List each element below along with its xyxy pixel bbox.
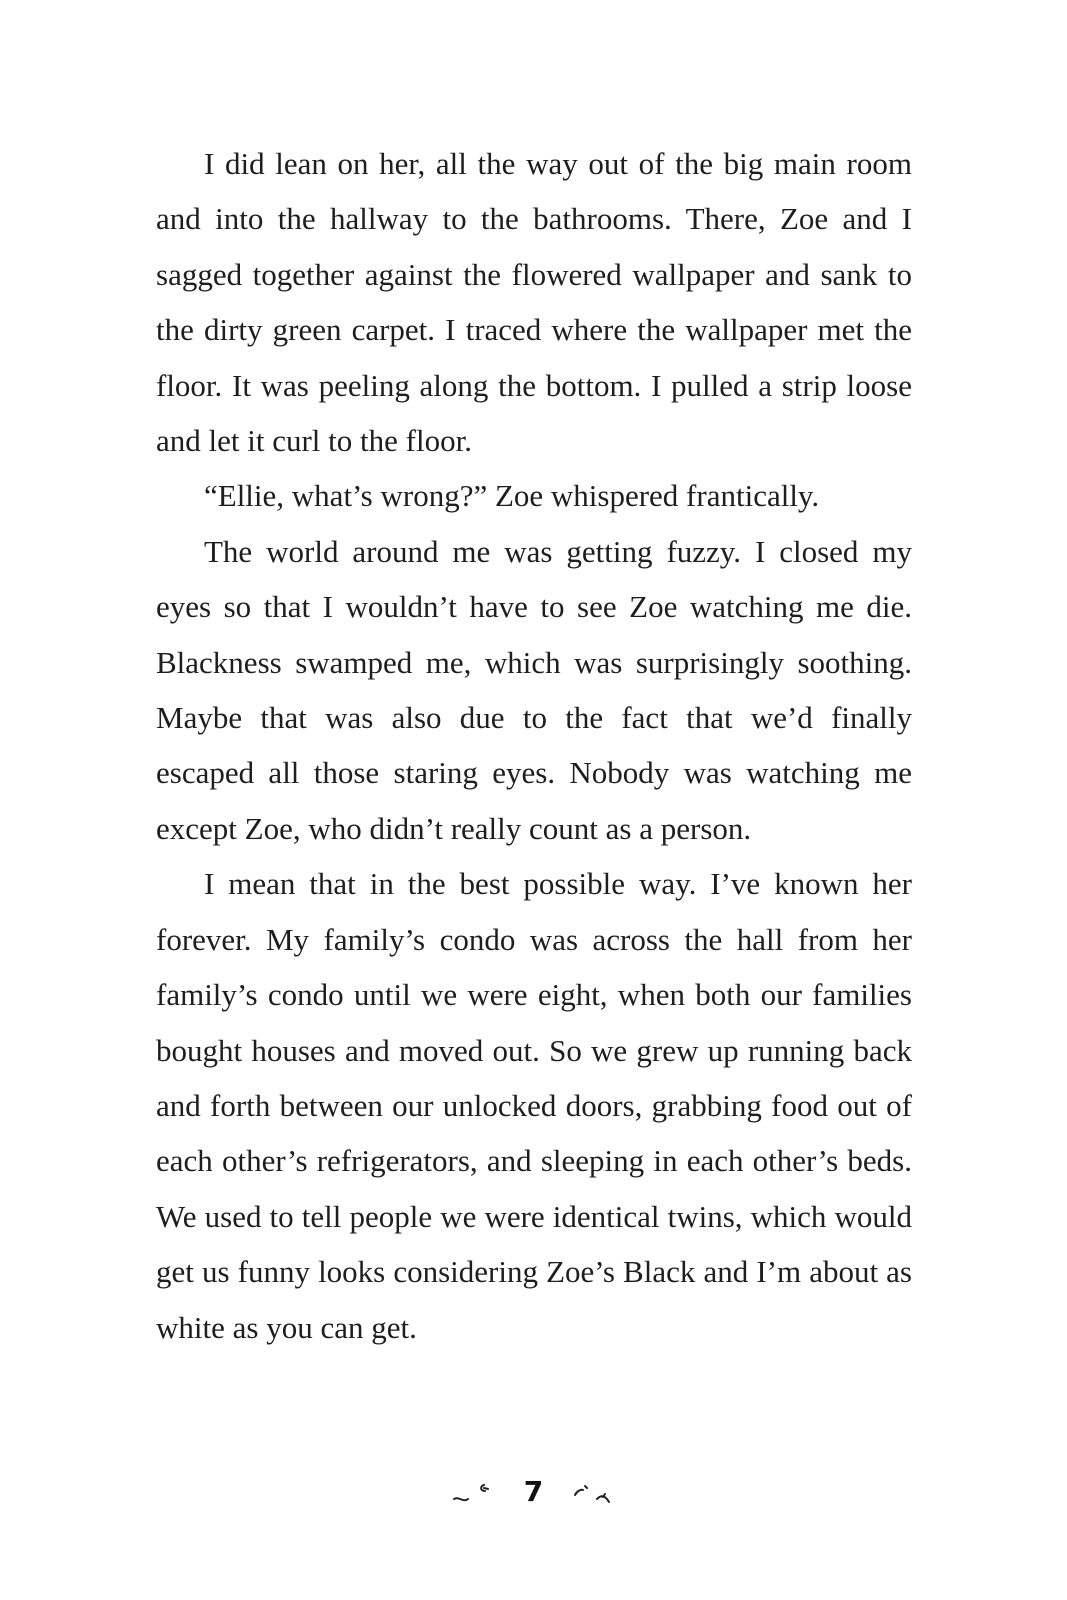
paragraph-2: “Ellie, what’s wrong?” Zoe whispered frantically.: [204, 478, 820, 514]
page-number: 7: [523, 1475, 544, 1508]
flourish-right-icon: [565, 1477, 617, 1507]
body-text: [156, 136, 912, 1355]
paragraph-3: The world around me was getting fuzzy. I closed my eyes so that I wouldn’t have to see Zoe watching me die. Blackness swamped me, which was surprisingly soothing. Maybe that was also due to the fact that we’d finally escaped all those staring eyes. Nobody was watching me except Zoe, who didn’t really count as a person.: [156, 533, 912, 846]
page-footer: [0, 1472, 1067, 1512]
paragraph-4: I mean that in the best possible way. I’ve known her forever. My family’s condo was across the hall from her family’s condo until we were eight, when both our families bought houses and moved out. So we grew up running back and forth between our unlocked doors, grabbing food out of each other’s refrigerators, and sleeping in each other’s beds. We used to tell people we were identical twins, which would get us funny looks considering Zoe’s Black and I’m about as white as you can get.: [156, 866, 912, 1345]
paragraph-1: I did lean on her, all the way out of the big main room and into the hallway to the bathrooms. There, Zoe and I sagged together against the flowered wallpaper and sank to the dirty green carpet. I traced where the wallpaper met the floor. It was peeling along the bottom. I pulled a strip loose and let it curl to the floor.: [156, 146, 912, 459]
flourish-left-icon: [450, 1477, 502, 1507]
